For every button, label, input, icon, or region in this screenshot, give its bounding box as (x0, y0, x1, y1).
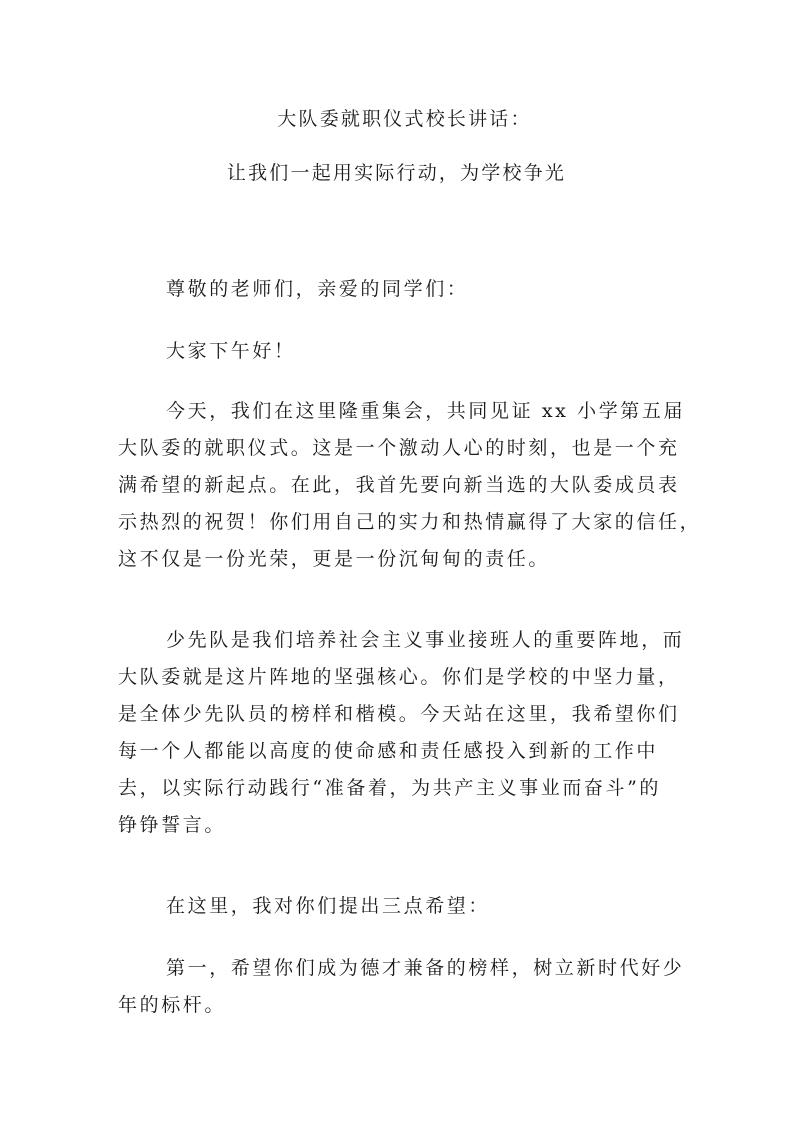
text-line: 这不仅是一份光荣，更是一份沉甸甸的责任。 (118, 548, 551, 570)
text-line: 示热烈的祝贺！你们用自己的实力和热情赢得了大家的信任， (118, 511, 702, 533)
text-line: 第一，希望你们成为德才兼备的榜样，树立新时代好少 (166, 957, 685, 979)
text-line: 去，以实际行动践行“准备着，为共产主义事业而奋斗”的 (118, 777, 662, 799)
text-line: 铮铮誓言。 (118, 814, 227, 836)
text-line: 年的标杆。 (118, 994, 227, 1016)
text-line: 大家下午好！ (166, 340, 296, 362)
text-line: 每一个人都能以高度的使命感和责任感投入到新的工作中 (118, 740, 659, 762)
paragraph-pioneers (118, 622, 683, 844)
paragraph-greeting (118, 333, 683, 370)
text-line: 尊敬的老师们，亲爱的同学们： (166, 278, 469, 300)
paragraph-intro (118, 393, 702, 578)
paragraph-salutation (118, 271, 683, 308)
text-line: 今天，我们在这里隆重集会，共同见证 xx 小学第五届 (166, 400, 686, 422)
text-line: 少先队是我们培养社会主义事业接班人的重要阵地，而 (166, 629, 685, 651)
text-line: 大队委就是这片阵地的坚强核心。你们是学校的中坚力量， (118, 666, 680, 688)
document-title-line1: 大队委就职仪式校长讲话： (277, 108, 532, 130)
paragraph-three-hopes (118, 888, 683, 925)
text-line: 是全体少先队员的榜样和楷模。今天站在这里，我希望你们 (118, 703, 680, 725)
paragraph-first-hope (118, 950, 683, 1024)
text-line: 在这里，我对你们提出三点希望： (166, 895, 491, 917)
text-line: 满希望的新起点。在此，我首先要向新当选的大队委成员表 (118, 474, 680, 496)
text-line: 大队委的就职仪式。这是一个激动人心的时刻，也是一个充 (118, 437, 680, 459)
document-title-line2: 让我们一起用实际行动，为学校争光 (226, 162, 567, 184)
